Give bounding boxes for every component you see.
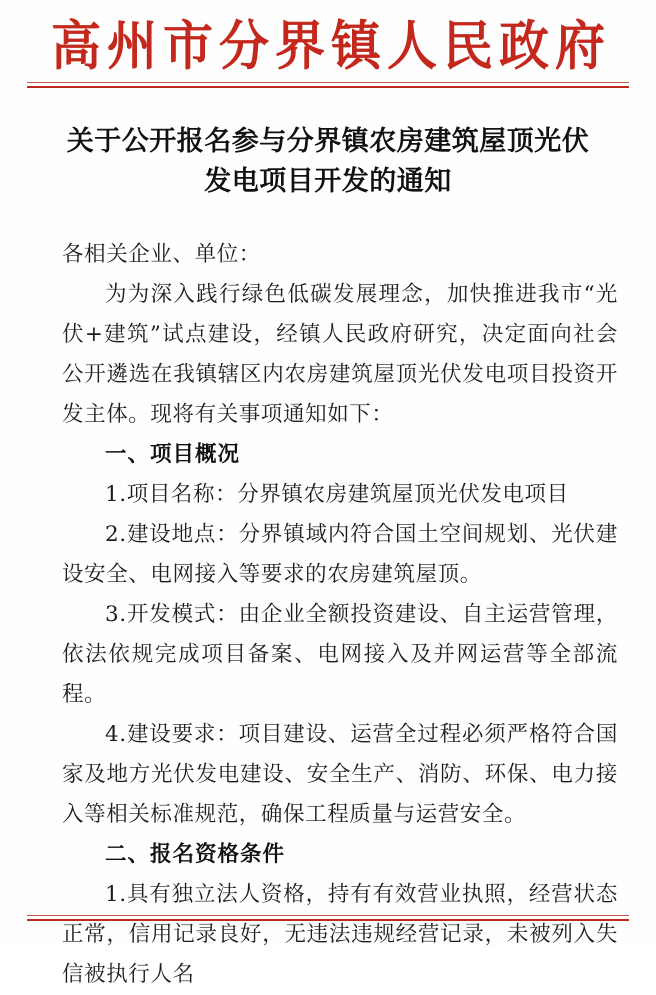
document-body <box>0 235 656 995</box>
footer-divider-thick-line <box>27 919 629 921</box>
section-item: 1.具有独立法人资格，持有有效营业执照，经营状态正常，信用记录良好，无违法违规经营记录，未被列入失信被执行人名 <box>62 882 618 987</box>
preamble-paragraph: 为为深入践行绿色低碳发展理念，加快推进我市“光伏+建筑”试点建设，经镇人民政府研究，决定面向社会公开遴选在我镇辖区内农房建筑屋顶光伏发电项目投资开发主体。现将有关事项通知如下： <box>62 282 618 427</box>
masthead <box>0 0 656 75</box>
salutation: 各相关企业、单位： <box>62 242 261 267</box>
footer-divider <box>27 915 629 921</box>
section-item: 2.建设地点：分界镇域内符合国土空间规划、光伏建设安全、电网接入等要求的农房建筑屋顶。 <box>62 522 618 587</box>
issuing-organization-title: 高州市分界镇人民政府 <box>51 14 611 77</box>
section-item: 1.项目名称：分界镇农房建筑屋顶光伏发电项目 <box>105 482 569 507</box>
section-item: 3.开发模式：由企业全额投资建设、自主运营管理，依法依规完成项目备案、电网接入及并网运营等全部流程。 <box>62 602 618 707</box>
section-heading-eligibility: 二、报名资格条件 <box>105 842 286 867</box>
document-title: 关于公开报名参与分界镇农房建筑屋顶光伏发电项目开发的通知 <box>66 126 590 197</box>
section-heading-project-overview: 一、项目概况 <box>105 442 241 467</box>
section-item: 4.建设要求：项目建设、运营全过程必须严格符合国家及地方光伏发电建设、安全生产、消防、环保、电力接入等相关标准规范，确保工程质量与运营安全。 <box>62 722 618 827</box>
